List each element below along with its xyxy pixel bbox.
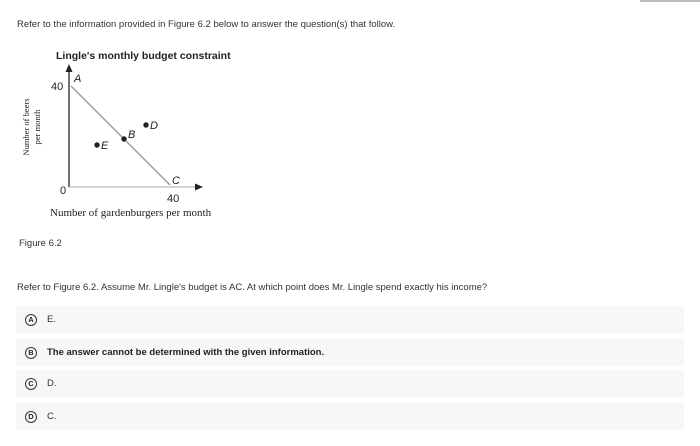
top-edge-line [640, 0, 700, 2]
point-d-dot [143, 122, 148, 127]
option-text: C. [47, 411, 57, 422]
figure-caption: Figure 6.2 [19, 238, 62, 249]
budget-constraint-figure [0, 0, 260, 230]
point-e-dot [94, 142, 99, 147]
figure-title: Lingle's monthly budget constraint [56, 50, 231, 62]
question-text: Refer to Figure 6.2. Assume Mr. Lingle's budget is AC. At which point does Mr. Lingle spend exactly his income? [17, 282, 488, 293]
answer-option-d[interactable] [16, 403, 684, 430]
point-e-label: E [101, 140, 109, 152]
option-letter-badge: D [25, 411, 37, 423]
option-text: The answer cannot be determined with the given information. [47, 347, 325, 358]
y-axis-label-line1: Number of beers [21, 98, 31, 156]
option-letter-badge: C [25, 378, 37, 390]
intro-text: Refer to the information provided in Figure 6.2 below to answer the question(s) that follow. [17, 19, 396, 30]
origin-label: 0 [60, 185, 67, 197]
y-axis-label-line2: per month [32, 109, 42, 145]
answer-option-a[interactable] [16, 306, 684, 333]
point-a-label: A [74, 73, 82, 85]
x-axis-label: Number of gardenburgers per month [50, 207, 212, 219]
answer-option-c[interactable] [16, 370, 684, 397]
option-text: E. [47, 314, 56, 325]
budget-line-ac [71, 86, 170, 185]
point-c-label: C [172, 175, 180, 187]
x-axis-arrow [195, 184, 203, 191]
option-letter-badge: B [25, 347, 37, 359]
option-text: D. [47, 378, 57, 389]
y-tick-40: 40 [51, 81, 64, 93]
point-b-label: B [128, 129, 136, 141]
answer-option-b[interactable] [16, 339, 684, 366]
point-d-label: D [150, 120, 158, 132]
option-letter-badge: A [25, 314, 37, 326]
x-tick-40: 40 [167, 193, 180, 205]
y-axis-arrow [66, 64, 73, 72]
point-b-dot [121, 136, 126, 141]
